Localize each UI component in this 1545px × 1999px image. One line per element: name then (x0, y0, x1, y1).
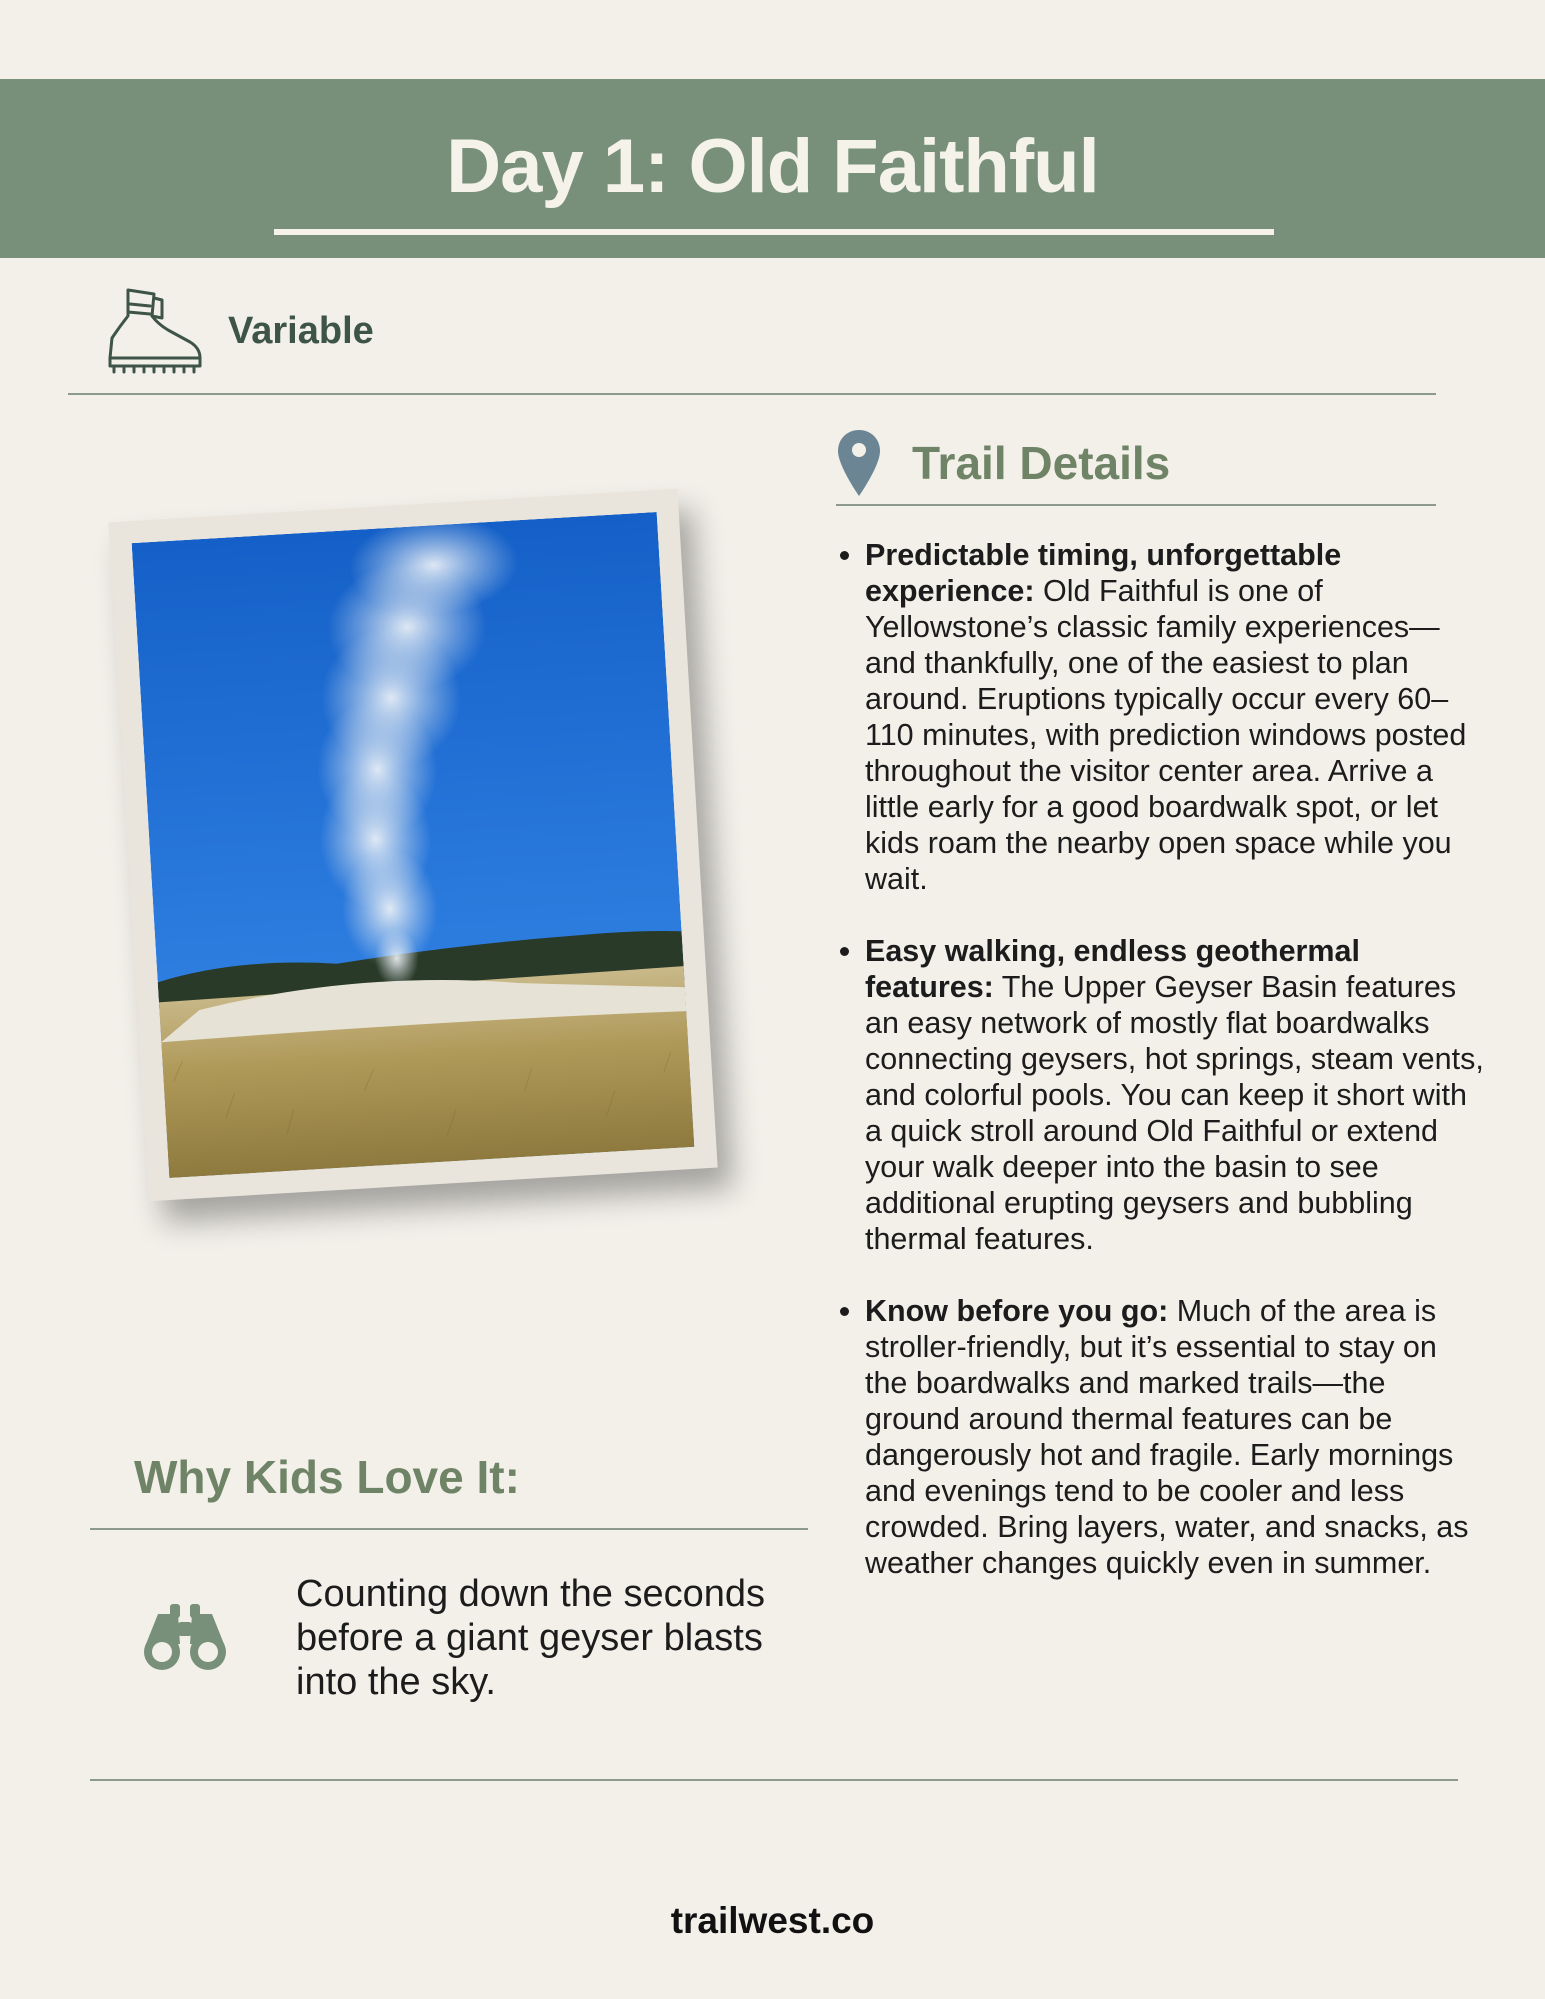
why-kids-love-it-title: Why Kids Love It: (134, 1451, 520, 1503)
detail-text: Much of the area is stroller-friendly, but it’s essential to stay on the boardwalks and marked trails—the ground around thermal features can be dangerously hot and fragile. Early mornings and evenings tend to be cooler and less crowded. Bring layers, water, and snacks, as weather changes quickly even in summer. (865, 1294, 1469, 1580)
difficulty-label: Variable (228, 309, 374, 352)
why-divider (90, 1528, 808, 1530)
trail-details-divider (836, 504, 1436, 506)
trail-details-header (836, 425, 1170, 500)
list-item (865, 1293, 1485, 1581)
list-item (865, 537, 1485, 897)
footer-site: trailwest.co (670, 1900, 875, 1941)
binoculars-icon (140, 1600, 230, 1672)
detail-text: The Upper Geyser Basin features an easy network of mostly flat boardwalks connecting geysers, hot springs, steam vents, and colorful pools. You can keep it short with a quick stroll around Old Faithful or extend your walk deeper into the basin to see additional erupting geysers and bubbling thermal features. (865, 970, 1484, 1256)
trail-details-title: Trail Details (912, 436, 1171, 489)
title-banner (0, 79, 1545, 258)
detail-text: Old Faithful is one of Yellowstone’s classic family experiences—and thankfully, one of the easiest to plan around. Eruptions typically occur every 60–110 minutes, with prediction windows posted throughout the visitor center area. Arrive a little early for a good boardwalk spot, or let kids roam the nearby open space while you wait. (865, 574, 1467, 896)
page-title: Day 1: Old Faithful (446, 124, 1099, 209)
list-item (865, 933, 1485, 1257)
title-underline (274, 229, 1274, 235)
detail-lead: Easy walking, endless geothermal features: (865, 934, 1360, 1004)
section-divider-top (68, 393, 1436, 395)
section-divider-bottom (90, 1779, 1458, 1781)
why-kids-love-it-text: Counting down the seconds before a giant geyser blasts into the sky. (296, 1573, 765, 1703)
old-faithful-photo (132, 512, 695, 1178)
trail-details-list (820, 537, 1485, 1617)
map-pin-icon (836, 428, 882, 498)
detail-lead: Predictable timing, unforgettable experience: (865, 538, 1342, 608)
photo-frame (108, 489, 717, 1202)
detail-lead: Know before you go: (865, 1294, 1169, 1328)
hiking-boot-icon (106, 286, 202, 376)
difficulty-row (106, 286, 374, 376)
